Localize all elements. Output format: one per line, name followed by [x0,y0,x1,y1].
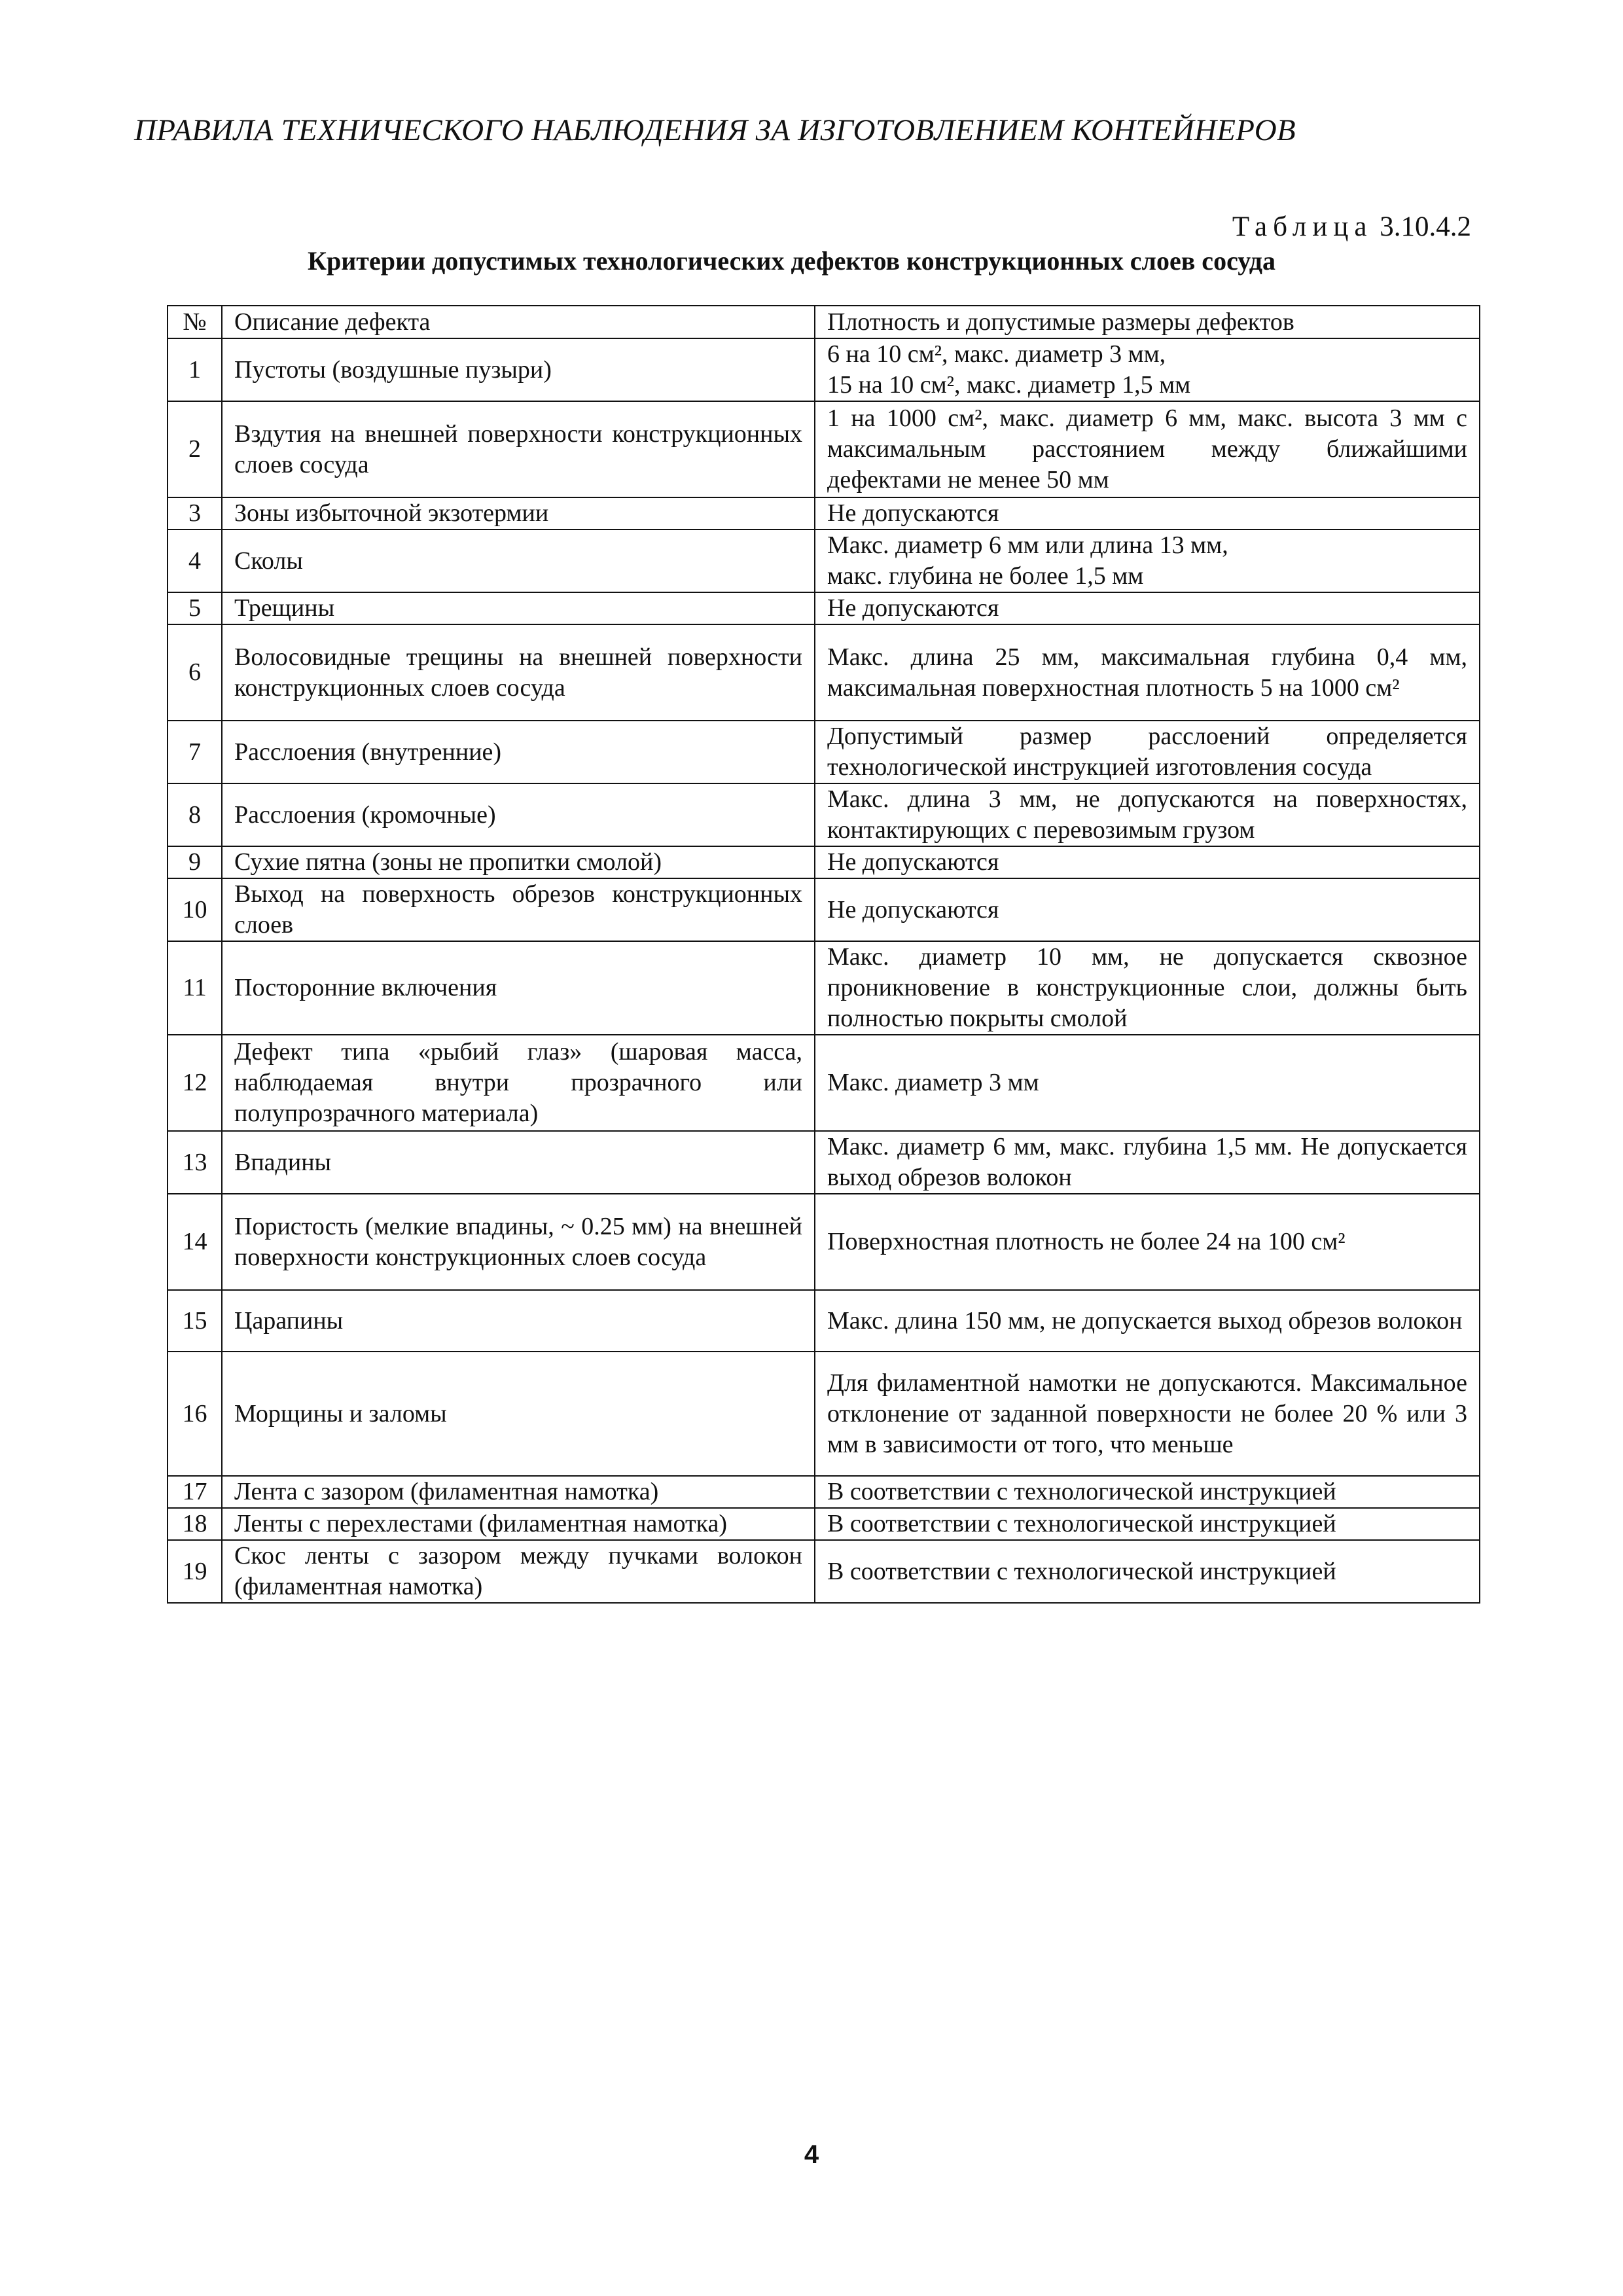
defect-description: Посторонние включения [222,941,815,1035]
row-number: 6 [168,624,222,721]
defect-criteria: Макс. диаметр 10 мм, не допускается сквозное проникновение в конструкционные слои, должны быть полностью покрыты смолой [815,941,1480,1035]
defect-description: Впадины [222,1131,815,1194]
table-row [168,624,1480,721]
defect-criteria: В соответствии с технологической инструкцией [815,1540,1480,1603]
defect-criteria: Макс. диаметр 3 мм [815,1035,1480,1131]
column-header-number: № [168,306,222,338]
row-number: 7 [168,721,222,783]
defect-criteria: Не допускаются [815,497,1480,529]
defect-criteria: Макс. длина 25 мм, максимальная глубина 0,4 мм, максимальная поверхностная плотность 5 на 1000 см² [815,624,1480,721]
defect-criteria: Макс. диаметр 6 мм, макс. глубина 1,5 мм. Не допускается выход обрезов волокон [815,1131,1480,1194]
defect-description: Лента с зазором (филаментная намотка) [222,1476,815,1508]
table-row [168,1352,1480,1476]
row-number: 19 [168,1540,222,1603]
table-row [168,1540,1480,1603]
table-row [168,1194,1480,1290]
defect-description: Сколы [222,529,815,592]
defect-criteria: Макс. длина 3 мм, не допускаются на поверхностях, контактирующих с перевозимым грузом [815,783,1480,846]
table-row [168,338,1480,401]
defect-description: Расслоения (кромочные) [222,783,815,846]
row-number: 2 [168,401,222,497]
defect-description: Зоны избыточной экзотермии [222,497,815,529]
defect-description: Царапины [222,1290,815,1352]
table-row [168,1131,1480,1194]
defect-criteria: В соответствии с технологической инструкцией [815,1508,1480,1540]
defect-description: Пористость (мелкие впадины, ~ 0.25 мм) на внешней поверхности конструкционных слоев сосуда [222,1194,815,1290]
table-row [168,1290,1480,1352]
defect-criteria: Макс. длина 150 мм, не допускается выход обрезов волокон [815,1290,1480,1352]
table-row [168,1035,1480,1131]
table-row [168,401,1480,497]
defect-criteria: 1 на 1000 см², макс. диаметр 6 мм, макс. высота 3 мм с максимальным расстоянием между ближайшими дефектами не менее 50 мм [815,401,1480,497]
table-row [168,592,1480,624]
defect-description: Выход на поверхность обрезов конструкционных слоев [222,878,815,941]
row-number: 16 [168,1352,222,1476]
row-number: 15 [168,1290,222,1352]
row-number: 12 [168,1035,222,1131]
defect-description: Скос ленты с зазором между пучками волокон (филаментная намотка) [222,1540,815,1603]
defect-description: Вздутия на внешней поверхности конструкционных слоев сосуда [222,401,815,497]
defect-criteria: Не допускаются [815,592,1480,624]
table-row [168,941,1480,1035]
table-row [168,846,1480,878]
defect-criteria: Не допускаются [815,878,1480,941]
table-row [168,529,1480,592]
defect-description: Сухие пятна (зоны не пропитки смолой) [222,846,815,878]
row-number: 8 [168,783,222,846]
defect-description: Пустоты (воздушные пузыри) [222,338,815,401]
row-number: 5 [168,592,222,624]
table-header-row [168,306,1480,338]
row-number: 9 [168,846,222,878]
table-row [168,1508,1480,1540]
defect-criteria: Не допускаются [815,846,1480,878]
table-row [168,1476,1480,1508]
row-number: 3 [168,497,222,529]
row-number: 13 [168,1131,222,1194]
table-number [1232,211,1471,243]
column-header-criteria: Плотность и допустимые размеры дефектов [815,306,1480,338]
page-number: 4 [804,2140,819,2169]
table-row [168,783,1480,846]
row-number: 10 [168,878,222,941]
row-number: 11 [168,941,222,1035]
running-header: ПРАВИЛА ТЕХНИЧЕСКОГО НАБЛЮДЕНИЯ ЗА ИЗГОТОВЛЕНИЕМ КОНТЕЙНЕРОВ [134,113,1296,147]
defect-description: Расслоения (внутренние) [222,721,815,783]
row-number: 4 [168,529,222,592]
row-number: 14 [168,1194,222,1290]
defect-description: Ленты с перехлестами (филаментная намотка) [222,1508,815,1540]
table-title: Критерии допустимых технологических дефектов конструкционных слоев сосуда [308,246,1276,276]
defects-table [167,305,1480,1604]
defect-criteria: Для филаментной намотки не допускаются. Максимальное отклонение от заданной поверхности не более 20 % или 3 мм в зависимости от того, что меньше [815,1352,1480,1476]
defect-description: Волосовидные трещины на внешней поверхности конструкционных слоев сосуда [222,624,815,721]
defect-criteria: Макс. диаметр 6 мм или длина 13 мм, макс. глубина не более 1,5 мм [815,529,1480,592]
defect-criteria: В соответствии с технологической инструкцией [815,1476,1480,1508]
defect-description: Морщины и заломы [222,1352,815,1476]
table-body [168,338,1480,1603]
table-row [168,878,1480,941]
defect-criteria: Поверхностная плотность не более 24 на 100 см² [815,1194,1480,1290]
column-header-description: Описание дефекта [222,306,815,338]
defect-description: Дефект типа «рыбий глаз» (шаровая масса, наблюдаемая внутри прозрачного или полупрозрачного материала) [222,1035,815,1131]
defect-criteria: 6 на 10 см², макс. диаметр 3 мм, 15 на 10 см², макс. диаметр 1,5 мм [815,338,1480,401]
table-row [168,497,1480,529]
row-number: 18 [168,1508,222,1540]
table-row [168,721,1480,783]
table-number-value: 3.10.4.2 [1380,211,1471,242]
row-number: 1 [168,338,222,401]
row-number: 17 [168,1476,222,1508]
defect-description: Трещины [222,592,815,624]
defect-criteria: Допустимый размер расслоений определяется технологической инструкцией изготовления сосуда [815,721,1480,783]
table-number-label: Таблица [1232,211,1373,242]
